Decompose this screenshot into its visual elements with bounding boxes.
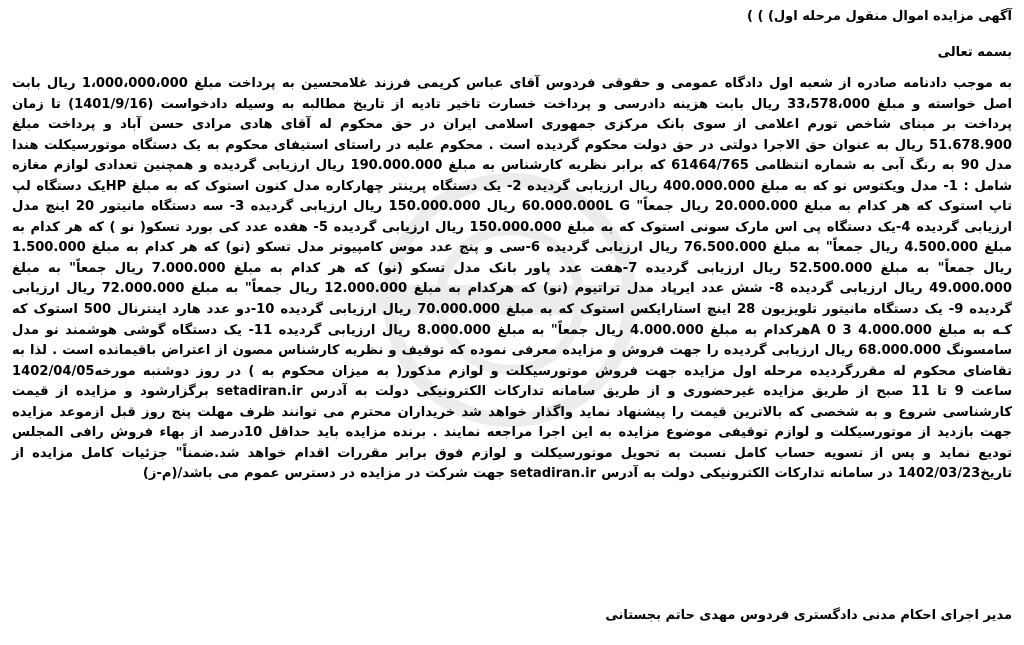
bismillah-heading: بسمه تعالی bbox=[937, 45, 1012, 60]
signature-line: مدیر اجرای احکام مدنی دادگستری فردوس مهدی حاتم بجستانی bbox=[605, 608, 1012, 623]
notice-body: به موجب دادنامه صادره از شعبه اول دادگاه عمومی و حقوقی فردوس آقای عباس کریمی فرزند غلامحسین به پرداخت مبلغ 1،000،000،000 ریال بابت اصل خواسته و مبلغ 33،578،000 ریال بابت هزینه دادرسی و پرداخت خسارت تاخیر تادیه از تاریخ مطالبه به وسیله دادخواست (1401/9/16) تا زمان پرداخت بر مبنای شاخص تورم اعلامی از سوی بانک مرکزی جمهوری اسلامی ایران در حق محکوم له آقای هادی مرادی حسن آباد و پرداخت مبلغ 51.678.900 ریال به عنوان حق الاجرا دولتی در حق دولت محکوم گردیده است . محکوم علیه در راستای استیفای محکوم به یک دستگاه موتورسیکلت هندا مدل 90 به رنگ آبی به شماره انتظامی 61464/765 که برابر نظریه کارشناس به مبلغ 190.000.000 ریال ارزیابی گردیده و همچنین تعدادی لوازم مغازه شامل : 1- مدل ویکتوس نو که به مبلغ 400.000.000 ریال ارزیابی گردیده 2- یک دستگاه پرینتر چهارکاره مدل کنون استوک که به مبلغ HPیک دستگاه لپ تاپ استوک که هر کدام به مبلغ 20.000.000 ریال جمعاً" 60.000.000L G ریال 150.000.000 ریال ارزیابی گردیده 3- سه دستگاه مانیتور 20 اینچ مدل ارزیابی گردیده 4-یک دستگاه پی اس مارک سونی استوک که به مبلغ 150.000.000 ریال ارزیابی گردیده 5- هفده عدد کی بورد تسکو( نو ) که هر کدام به مبلغ 4.500.000 ریال جمعاً" به مبلغ 76.500.000 ریال ارزیابی گردیده 6-سی و پنج عدد موس کامپیوتر مدل تسکو (نو) که هر کدام به مبلغ 1.500.000 ریال جمعاً" به مبلغ 52.500.000 ریال ارزیابی گردیده 7-هفت عدد پاور بانک مدل تسکو (نو) که هر کدام به مبلغ 7.000.000 ریال جمعاً" به مبلغ 49.000.000 ریال ارزیابی گردیده 8- شش عدد ایرپاد مدل تراتیوم (نو) که هرکدام به مبلغ 12.000.000 ریال جمعاً" به مبلغ 72.000.000 ریال ارزیابی گردیده 9- یک دستگاه مانیتور تلویزیون 28 اینچ استارایکس استوک که به مبلغ 70.000.000 ریال ارزیابی گردیده 10-دو عدد هارد اینترنال 500 استوک که کـه به مبلغ 4.000.000 A 0 3هرکدام به مبلغ 4.000.000 ریال جمعاً" به مبلغ 8.000.000 ریال ارزیابی گردیده 11- یک دستگاه گوشی هوشمند نو مدل سامسونگ 68.000.000 ریال ارزیابی گردیده را جهت فروش و مزایده معرفی نموده که توقیف و نظریه کارشناس مصون از اعتراض باقیمانده است . لذا به تقاضای محکوم له مقررگردیده مرحله اول مزایده جهت فروش موتورسیکلت و لوازم مذکور( به میزان محکوم به ) در روز دوشنبه مورخه1402/04/05 ساعت 9 تا 11 صبح از طریق مزایده غیرحضوری و از طریق سامانه تدارکات الکترونیکی دولت به آدرس setadiran.ir برگزارشود و مزایده از قیمت کارشناسی شروع و به شخصی که بالاترین قیمت را پیشنهاد نماید واگذار خواهد شد خریداران محترم می توانند ظرف مهلت پنج روز قبل ازموعد مزایده جهت بازدید از موتورسیکلت و لوازم توقیفی موضوع مزایده به این اجرا مراجعه نمایند . برنده مزایده باید حداقل 10درصد از بهاء فروش رافی المجلس تودیع نماید و پس از تسویه حساب کامل نسبت به تحویل موتورسیکلت و لوازم فوق برابر مقررات اقدام خواهد شد.ضمناً" جزئیات کامل مزایده از تاریخ1402/03/23 در سامانه تدارکات الکترونیکی دولت به آدرس setadiran.ir جهت شرکت در مزایده در دسترس عموم می باشد/(م-ز) bbox=[12, 76, 1013, 482]
notice-title: آگهی مزایده اموال منقول مرحله اول) ) ) bbox=[747, 9, 1012, 24]
